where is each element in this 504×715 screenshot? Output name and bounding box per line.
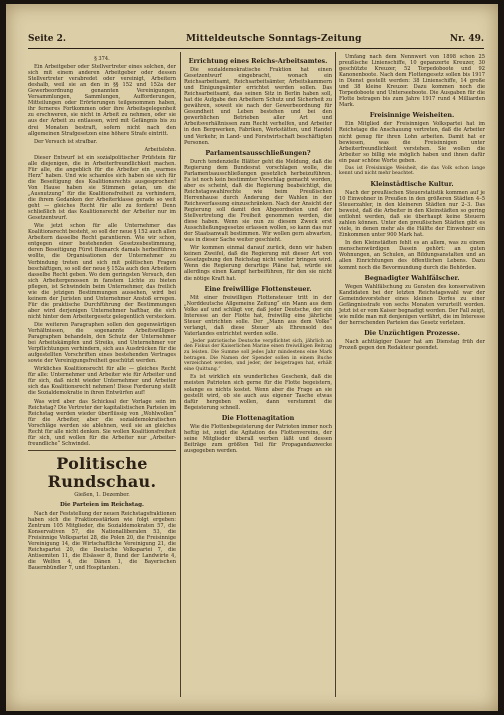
column-rule (180, 52, 181, 697)
page-number: Seite 2. (28, 34, 67, 44)
paragraph: Wie jetzt schon für alle Unternehmer das Koalitionsrecht besteht, so soll der neue § 152 auch allen Arbeitern dasselbe Recht garantieren. Wie wir schon, entgegen einer bestehenden Gesetzesbestimmung, deren Beseitigung Fürst Bismarck damals herbeiführen wollte, die Organisationen der Unternehmer zu Verbindung treten und sich mit politischen Fragen beschäftigen, so soll der neue § 152a auch den Arbeitern dasselbe Recht geben. Wo dem geringsten Versuch, den sich Arbeitergenossen in fanstem Lichte zu bieten pflegen, ist Schwindeln beim Unternehmer, das freilich wie die jetzigen Bestimmungen aussehen, wird bei keinem der Juristen und Unternehmer Anstoß erregen. Für die praktische Durchführung der Bestimmungen aber wird derjenigen Unternehmer haftbar, die sich nicht hinter dem Arbeitergesetz gelegentlich verstecken. (28, 223, 176, 320)
column-3 (339, 54, 485, 353)
section-title: Politische Rundschau. (47, 453, 157, 491)
article-heading: Eine freiwillige Flottensteuer. (204, 284, 312, 293)
paragraph: Durch tendenzielle Blätter geht die Meldung, daß die Regierung dem Bundesrat vorschlagen wolle, die Parlamentsausschließungen gesetzlich herbeizuführen. Es ist noch kein bestimmter Vorschlag gemacht worden, aber es scheint, daß die Regierung beabsichtigt, die Reichstagswahlrechte wie beim Preußischen Herrenhause durch Änderung der Wahlen in der Reichsverfassung einzuschränken. Nach der Ansicht der Regierung soll damit den Abgeordneten und der Stellvertretung die Freiheit genommen werden, die diese haben. Wenn sie nun zu diesem Zweck erst Ausschließungsgesetze erlassen wollen, so kann das nur der Staatsanwalt bestimmen. Wir wollen gern abwarten, was in dieser Sache weiter geschieht. (184, 158, 332, 244)
paragraph: Es ist wirklich ein wunderliches Geschenk, daß die meisten Patrioten sich gerne für die Flotte begeistern, solange es nichts kostet. Wenn aber die Frage an sie gestellt wird, ob sie auch aus eigener Tasche etwas dafür hergeben wollen, dann verstummt die Begeisterung schnell. (184, 374, 332, 411)
paragraph: Das ist Freisinnige Weisheit, die das Volk schon lange kennt und nicht mehr beachtet. (339, 165, 485, 177)
paragraph: Mit einer freiwilligen Flottensteuer tritt in der „Norddeutsche Allgemeine Zeitung“ ein Mann aus dem Volke auf und schlägt vor, daß jeder Deutsche, der ein Interesse an der Flotte hat, freiwillig eine jährliche Steuer entrichten solle. Der „Mann aus dem Volke“ verlangt, daß diese Steuer als Ehrensold des Vaterlandes entrichtet werden solle. (184, 294, 332, 337)
paragraph: Nach achttägiger Dauer hat am Dienstag früh der Prozeß gegen den Redakteur geendet. (339, 338, 485, 351)
page-header (28, 32, 484, 49)
column-1 (28, 54, 176, 573)
paragraph: Was wird aber das Schicksal der Vorlage sein im Reichstag? Die Vertreter der kapitalistischen Parteien im Reichstag werden wieder überflüssig von „Wohlwollen“ für die Arbeiter, aber die sozialdemokratischen Vorschläge werden sie ablehnen, weil sie an gleiches Recht für alle nicht denken. Sie wollen Koalitionsfreiheit für sich, und wollen für die Arbeiter nur „Arbeiter-freundliche“ Schwindel. (28, 398, 176, 447)
column-2 (184, 54, 332, 456)
paragraph: Ein Arbeitgeber oder Stellvertreter eines solchen, der sich mit einem anderen Arbeitgeber oder dessen Stellvertreter verabredet oder vereinigt, Arbeitern deshalb, weil sie an den in §§ 152 und 152a der Gewerbeordnung genannten Vereinigungen, Versammlungen, Sammlungen, Aufforderungen, Mitteilungen oder Erörterungen teilgenommen haben, ihr ferneres Fortkommen oder ihre Arbeitsgelegenheit zu erschweren, sie nicht in Arbeit zu nehmen, oder sie aus der Arbeit zu entlassen, wird mit Gefängnis bis zu drei Monaten bestraft, sofern nicht nach den allgemeinen Strafgesetzen eine höhere Strafe eintritt. (28, 64, 176, 137)
divider (28, 450, 176, 451)
paragraph: Wegen Wahlfälschung zu Gunsten des konservativen Kandidaten bei der letzten Reichstagswahl war der Gemeindevorsteher eines kleinen Dorfes zu einer Gefängnisstrafe von sechs Monaten verurteilt worden. Jetzt ist er vom Kaiser begnadigt worden. Der Fall zeigt, wie milde man mit denjenigen verfährt, die im Interesse der herrschenden Parteien das Gesetz verletzen. (339, 283, 485, 326)
paragraph: Umfang nach dem Nennwert von 1898 schon 25 preußische Linienschiffe, 10 gepanzerte Kreuzer, 30 geschützte Kreuzer, 52 Torpedoboote und 92 Kanonenboote. Nach dem Flottengesetz sollen bis 1917 in Dienst gestellt werden: 38 Linienschiffe, 14 große und 38 kleine Kreuzer. Dazu kommen noch die Torpedoboote und Unterseeboote. Die Ausgaben für die Flotte betragen bis zum Jahre 1917 rund 4 Milliarden Mark. (339, 54, 485, 109)
paragraph: Dieser Entwurf ist ein sozialpolitischer Prüfstein für alle diejenigen, die in Arbeiterfreundlichkeit machen. Für alle, die angeblich für die Arbeiter ein „warmes Herz“ haben. Und wie schamlos sich haben sie sich für die Beseitigung des Koalitionsrechts ausgesprochen! Von Hause haben sie Stimmen getan, um die „Ausnutzung“ für die Koalitionsfreiheit zu verhindern, die ihrem Gedanken der Arbeiterklasse gerade so weit geht — gleiches Recht für alle zu fordern! Denn schließlich ist das Koalitionsrecht der Arbeiter nur im Gesetzentwurf. (28, 154, 176, 222)
paragraph: Wie die Flottenbegeisterung der Patrioten immer noch heftig ist, zeigt die Agitation des Flottenvereins, der seine Mitglieder überall werben läßt und dessen Beiträge zum größten Teil für Propagandazwecke ausgegeben werden. (184, 423, 332, 454)
paragraph: „Jeder patriotische Deutsche verpflichtet sich, jährlich an den Fiskus der Kaiserlichen Marine einen freiwilligen Beitrag zu leisten. Die Summe soll jedes Jahr mindestens eine Mark betragen. Die Namen der Spender sollen in einem Buche verzeichnet werden, und jeder, der beigetragen hat, erhält eine Quittung.“ (184, 338, 332, 372)
paragraph: Der Versuch ist strafbar. (34, 138, 98, 145)
signature: Arbeitslohn. (144, 146, 176, 153)
article-heading: Kleinstädtische Kultur. (370, 179, 454, 188)
paragraph: Nach der preußischen Steuerstatistik kommen auf je 10 Einwohner in Preußen in den größeren Städten 4–5 Steuerzahler, in den kleineren Städten nur 2–3. Das beweist, daß die Arbeiter in den Kleinstädten so gering entlohnt werden, daß sie überhaupt keine Steuern zahlen können. Unter den preußischen Städten gibt es viele, in denen mehr als die Hälfte der Einwohner ein Einkommen unter 900 Mark hat. (339, 189, 485, 239)
article-heading: Die Parteien im Reichstag. (60, 501, 144, 508)
paragraph: Ein Mitglied der Freisinnigen Volkspartei hat im Reichstage die Anschauung vertreten, daß die Arbeiter nicht genug für ihren Lohn arbeiten. Damit hat er bewiesen, was die Freisinnigen unter Arbeiterfreundlichkeit verstehen. Sie wollen die Arbeiter so billig wie möglich haben und ihnen dafür ein paar schöne Worte geben. (339, 121, 485, 164)
article-heading: Die Flottenagitation (221, 413, 295, 422)
issue-number: Nr. 49. (449, 34, 484, 44)
article-heading: Die Unzüchtigen Prozesse. (364, 328, 460, 337)
paragraph: Wirkliches Koalitionsrecht für alle — gleiches Recht für alle: Unternehmer und Arbeiter wie für Arbeiter und für sich, daß nicht wieder Unternehmer und Arbeiter sich das Koalitionsrecht nehmen! Diese Forderung stellt die Sozialdemokratie in ihren Entwürfen auf! (28, 366, 176, 397)
newspaper-page (6, 4, 498, 711)
newspaper-title: Mitteldeutsche Sonntags-Zeitung (186, 34, 362, 44)
paragraph: Die sozialdemokratische Fraktion hat einen Gesetzentwurf eingebracht, wonach ein Reichsarbeitsamt, Reichsarbeitsämter, Arbeitskammern und Einigungsämter errichtet werden sollen. Das Reichsarbeitsamt, das seinen Sitz in Berlin haben soll, hat die Aufgabe den Arbeitern Schutz und Sicherheit zu gewähren, soweit sie nach der Gewerbeordnung für Gesundheit und Leben bestehen und bei den gewerblichen Betrieben aller Art und Arbeitsverhältnissen zum Recht verhelfen, und Arbeiter in den Bergwerken, Fabriken, Werkstätten, und Handel und Verkehr, in Land- und Forstwirtschaft beschäftigten Personen. (184, 67, 332, 146)
article-heading: Freisinnige Weisheiten. (369, 111, 455, 120)
dateline: Gießen, 1. Dezember. (74, 491, 130, 498)
paragraph: Die weiteren Paragraphen sollen den gegenwärtigen Verhältnissen, die sogenannte Arbeitswilligen-Paragraphen behandeln, den Schutz der Unternehmer bei Arbeitskämpfen und Streiks, und Unternehmer vor Verpflichtungen verhindern, sich aus Ausdrücken für die aufgestellten Vorschriften eines bestehenden Vertrages sowie der Vereinigungsfreiheit geschützt werden. (28, 321, 176, 365)
column-rule (335, 52, 336, 697)
paragraph: Wir kommen einmal darauf zurück, denn wir haben keinen Zweifel, daß die Regierung mit dieser Art von Gesetzgebung den Reichstag nicht weiter bringen wird. Wenn die Regierung derartige Pläne hat, würde sie allerdings einen Kampf herbeiführen, für den sie nicht die nötige Kraft hat. (184, 245, 332, 282)
article-heading: Begnadigter Wahlfälscher. (364, 273, 460, 282)
article-heading: Errichtung eines Reichs-Arbeitsamtes. (188, 57, 328, 65)
paragraph: Nach der Feststellung der neuen Reichstagsfraktionen haben sich die Fraktionsstärken wie folgt ergeben: Zentrum 105 Mitglieder, die Sozialdemokraten 57, die Konservativen 57, die Nationalliberalen 53, die Freisinnige Volkspartei 28, die Polen 20, die Freisinnige Vereinigung 14, die Wirtschaftliche Vereinigung 21, die Reichspartei 20, die Deutsche Volkspartei 7, die Antisemiten 11, die Elsässer 8, Bund der Landwirte 4, die Welfen 4, die Dänen 1, die Bayerischen Bauernbündler 7, und Hospitanten. (28, 510, 176, 572)
paragraph: In den Kleinstädten fehlt es an allem, was zu einem menschenwürdigen Dasein gehört: an guten Wohnungen, an Schulen, an Bildungsanstalten und an allen Einrichtungen des öffentlichen Lebens. Dazu kommt noch die Bevormundung durch die Behörden. (339, 240, 485, 271)
section-mark: § 374. (94, 56, 110, 62)
article-heading: Parlamentsausschließungen? (205, 148, 311, 157)
